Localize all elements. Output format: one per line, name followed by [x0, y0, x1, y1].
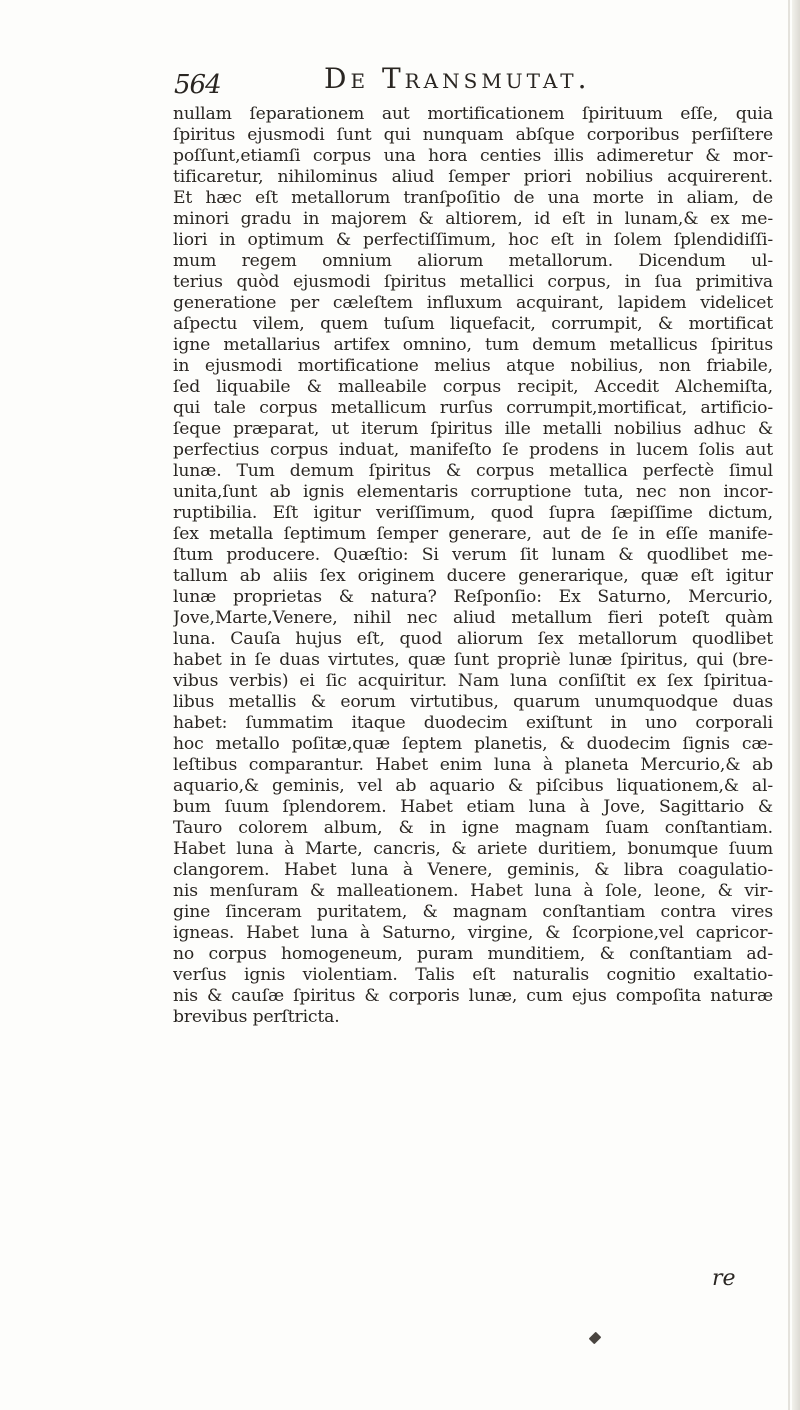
text-line: tificaretur, nihilominus aliud ſemper priori nobilius acquirerent.: [173, 167, 773, 187]
text-line: in ejusmodi mortificatione melius atque nobilius, non friabile,: [173, 356, 773, 376]
text-line: libus metallis & eorum virtutibus, quarum unumquodque duas: [173, 692, 773, 712]
text-line: ruptibilia. Eſt igitur veriſſimum, quod ſupra ſæpiſſime dictum,: [173, 503, 773, 523]
text-line: gine ſinceram puritatem, & magnam conſtantiam contra vires: [173, 902, 773, 922]
text-line: perfectius corpus induat, manifeſto ſe prodens in lucem ſolis aut: [173, 440, 773, 460]
catchword: re: [712, 1266, 736, 1291]
text-line: nis menſuram & malleationem. Habet luna à ſole, leone, & vir-: [173, 881, 773, 901]
text-line: hoc metallo poſitæ,quæ ſeptem planetis, & duodecim ſignis cæ-: [173, 734, 773, 754]
text-line: Et hæc eſt metallorum tranſpoſitio de una morte in aliam, de: [173, 188, 773, 208]
text-line: vibus verbis) ei ſic acquiritur. Nam luna conſiſtit ex ſex ſpiritua-: [173, 671, 773, 691]
page-edge-rule: [788, 0, 790, 1410]
text-line: habet in ſe duas virtutes, quæ ſunt propriè lunæ ſpiritus, qui (bre-: [173, 650, 773, 670]
text-line: qui tale corpus metallicum rurſus corrumpit,mortificat, artificio-: [173, 398, 773, 418]
text-line: habet: ſummatim itaque duodecim exiſtunt in uno corporali: [173, 713, 773, 733]
page-number: 564: [174, 70, 221, 100]
text-line: leſtibus comparantur. Habet enim luna à planeta Mercurio,& ab: [173, 755, 773, 775]
text-line: Jove,Marte,Venere, nihil nec aliud metallum fieri poteſt quàm: [173, 608, 773, 628]
text-line: mum regem omnium aliorum metallorum. Dicendum ul-: [173, 251, 773, 271]
text-line: bum ſuum ſplendorem. Habet etiam luna à Jove, Sagittario &: [173, 797, 773, 817]
text-line: luna. Cauſa hujus eſt, quod aliorum ſex metallorum quodlibet: [173, 629, 773, 649]
text-line: poſſunt,etiamſi corpus una hora centies illis adimeretur & mor-: [173, 146, 773, 166]
text-line: nullam ſeparationem aut mortificationem ſpirituum eſſe, quia: [173, 104, 773, 124]
text-line: unita,ſunt ab ignis elementaris corruptione tuta, nec non incor-: [173, 482, 773, 502]
text-line: aſpectu vilem, quem tuſum liquefacit, corrumpit, & mortificat: [173, 314, 773, 334]
text-line: lunæ. Tum demum ſpiritus & corpus metallica perfectè ſimul: [173, 461, 773, 481]
text-line: Tauro colorem album, & in igne magnam ſuam conſtantiam.: [173, 818, 773, 838]
body-text: [173, 104, 773, 1028]
text-line: ſex metalla ſeptimum ſemper generare, aut de ſe in eſſe manife-: [173, 524, 773, 544]
text-line: Habet luna à Marte, cancris, & ariete duritiem, bonumque ſuum: [173, 839, 773, 859]
text-line: ſeque præparat, ut iterum ſpiritus ille metalli nobilius adhuc &: [173, 419, 773, 439]
text-line: no corpus homogeneum, puram munditiem, & conſtantiam ad-: [173, 944, 773, 964]
text-line: liori in optimum & perfectiſſimum, hoc eſt in ſolem ſplendidiſſi-: [173, 230, 773, 250]
text-line: ſtum producere. Quæſtio: Si verum ſit lunam & quodlibet me-: [173, 545, 773, 565]
text-line: tallum ab aliis ſex originem ducere generarique, quæ eſt igitur: [173, 566, 773, 586]
text-line: aquario,& geminis, vel ab aquario & piſcibus liquationem,& al-: [173, 776, 773, 796]
text-line: verſus ignis violentiam. Talis eſt naturalis cognitio exaltatio-: [173, 965, 773, 985]
text-line: igneas. Habet luna à Saturno, virgine, & ſcorpione,vel capricor-: [173, 923, 773, 943]
page-edge-shadow: [792, 0, 800, 1410]
text-line: nis & cauſæ ſpiritus & corporis lunæ, cum ejus compoſita naturæ: [173, 986, 773, 1006]
text-line: lunæ proprietas & natura? Reſponſio: Ex Saturno, Mercurio,: [173, 587, 773, 607]
text-line: generatione per cæleſtem influxum acquirant, lapidem videlicet: [173, 293, 773, 313]
text-line: minori gradu in majorem & altiorem, id eſt in lunam,& ex me-: [173, 209, 773, 229]
text-line: brevibus perſtricta.: [173, 1007, 340, 1027]
text-line: clangorem. Habet luna à Venere, geminis, & libra coagulatio-: [173, 860, 773, 880]
text-line: terius quòd ejusmodi ſpiritus metallici corpus, in ſua primitiva: [173, 272, 773, 292]
running-title: De Transmutat.: [324, 62, 591, 95]
text-line: ſpiritus ejusmodi ſunt qui nunquam abſque corporibus perſiſtere: [173, 125, 773, 145]
text-line: ſed liquabile & malleabile corpus recipit, Accedit Alchemiſta,: [173, 377, 773, 397]
ink-speck: [589, 1332, 602, 1345]
text-line: igne metallarius artifex omnino, tum demum metallicus ſpiritus: [173, 335, 773, 355]
running-head: [174, 58, 734, 98]
